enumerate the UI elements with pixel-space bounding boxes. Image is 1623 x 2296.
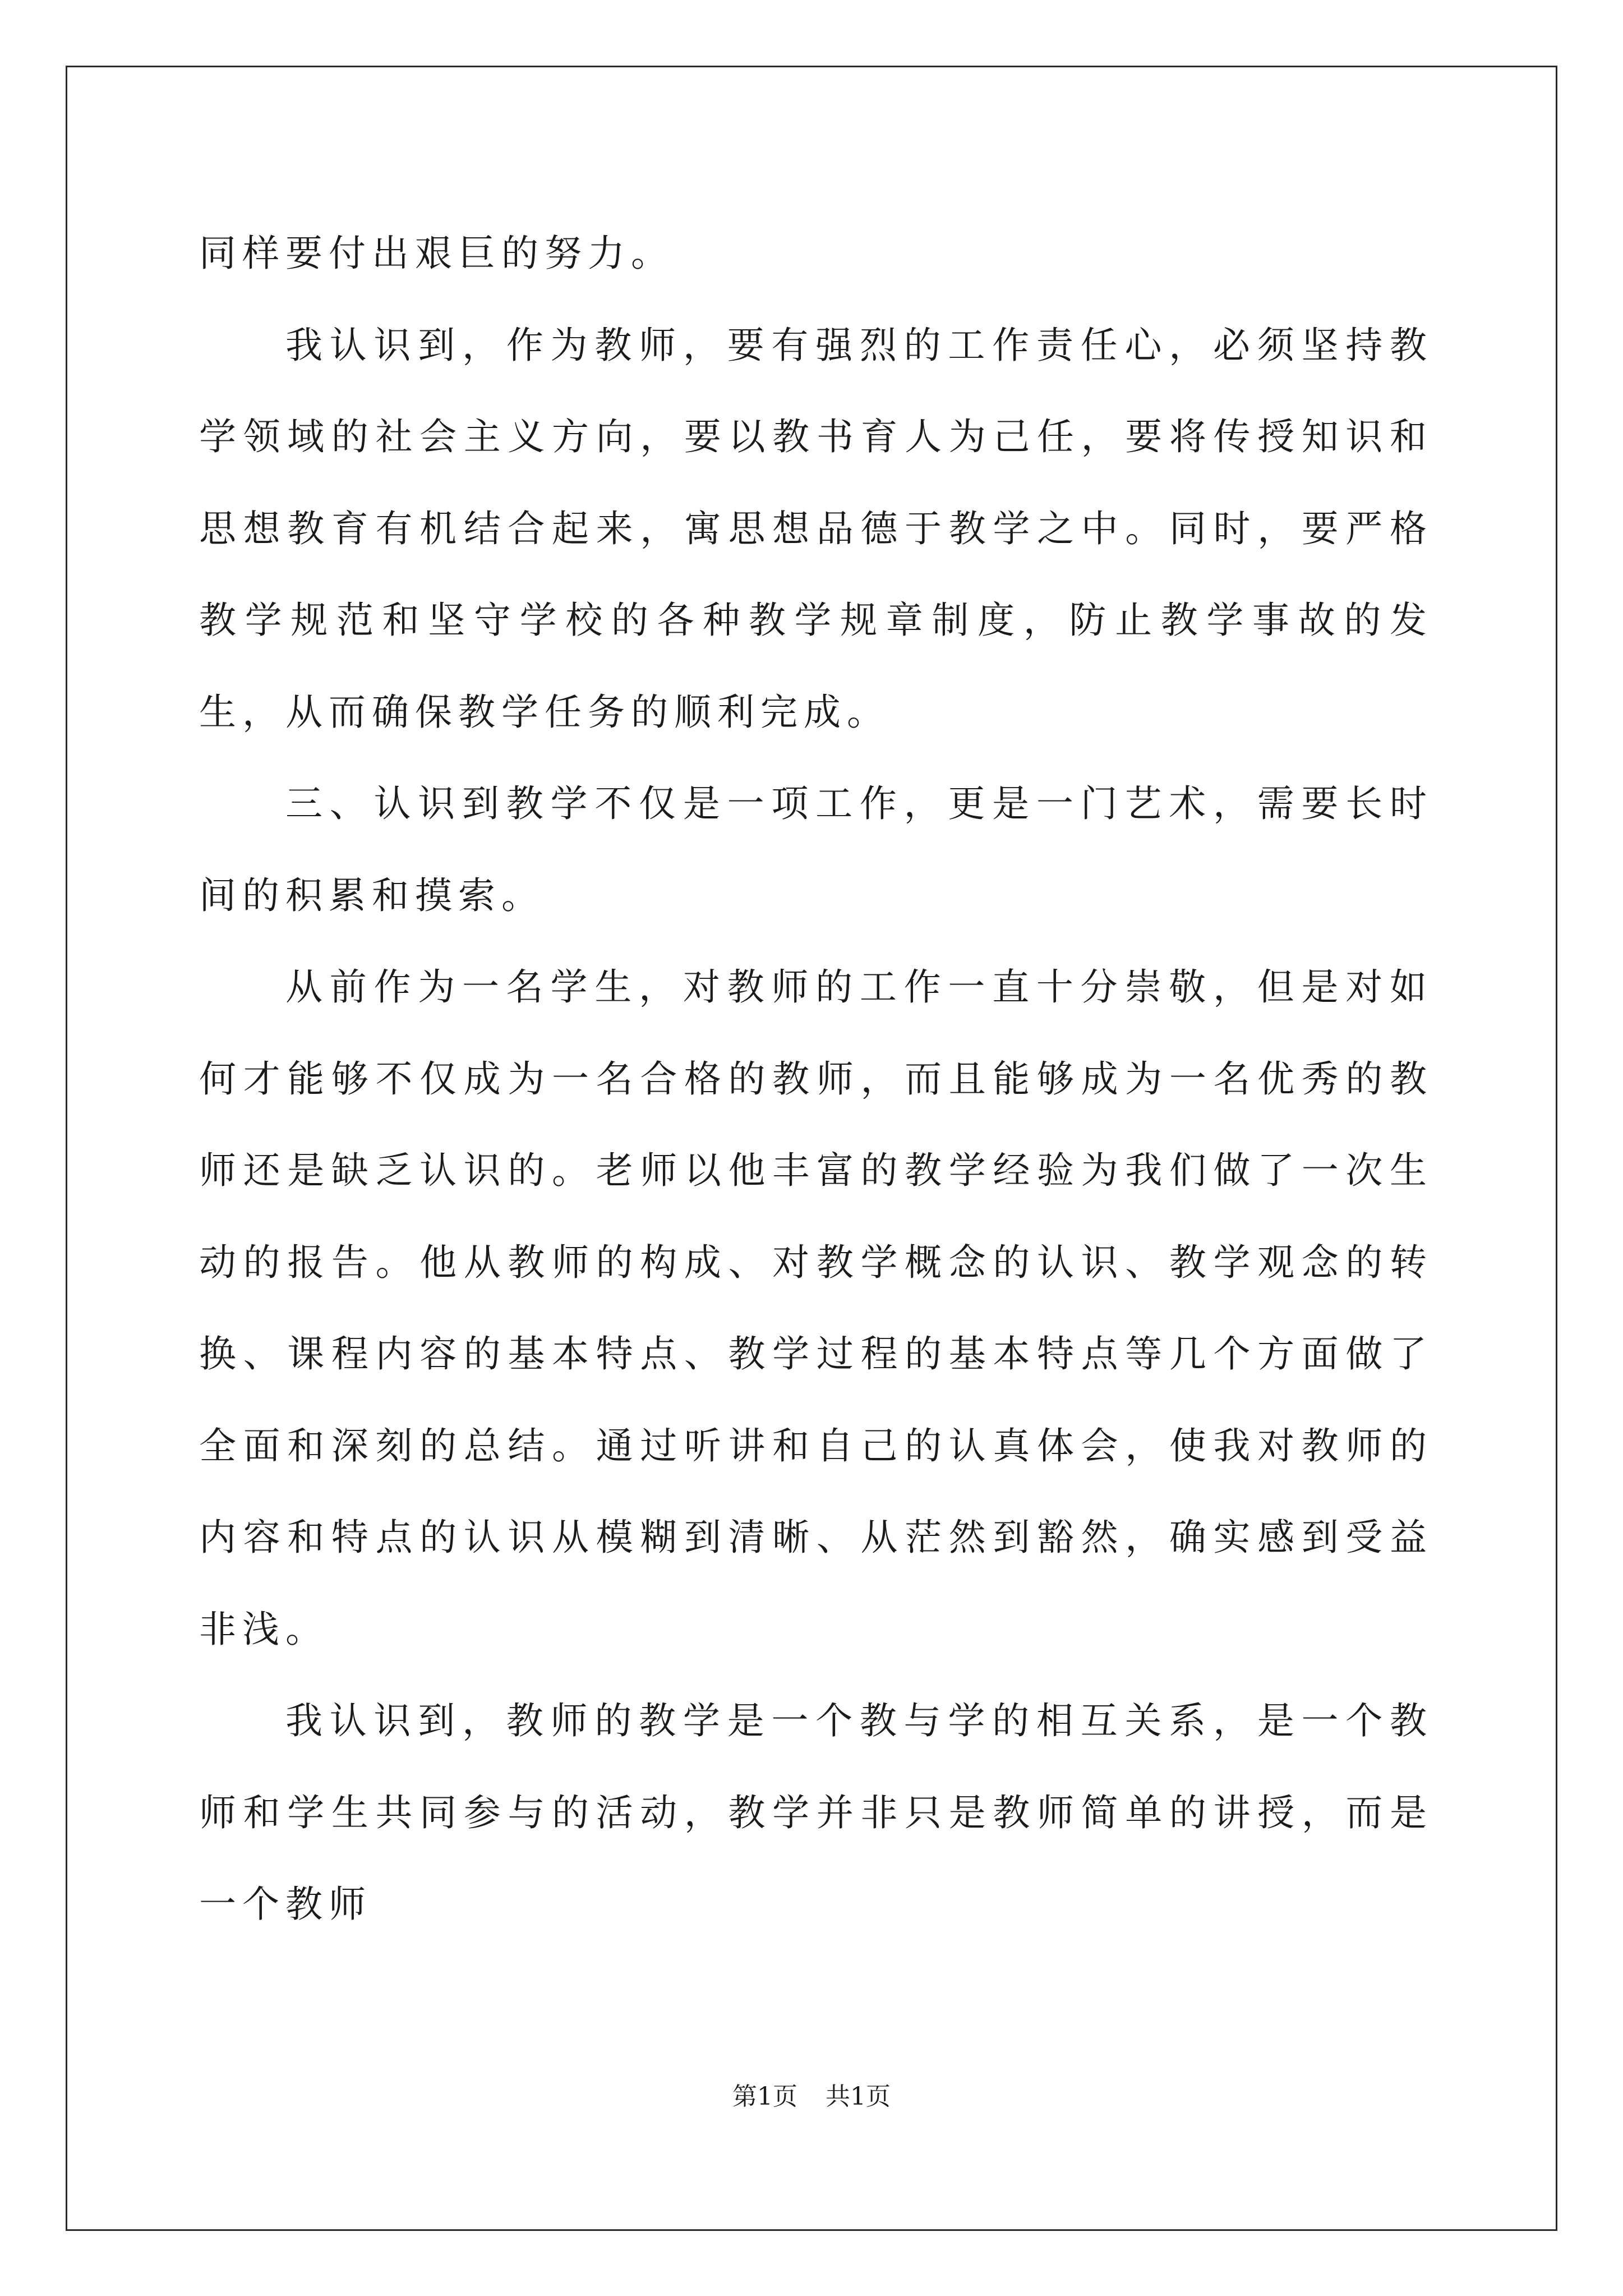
- paragraph-2: 我认识到，作为教师，要有强烈的工作责任心，必须坚持教学领域的社会主义方向，要以教书育人为己任，要将传授知识和思想教育有机结合起来，寓思想品德于教学之中。同时，要严格教学规范和坚守学校的各种教学规章制度，防止教学事故的发生，从而确保教学任务的顺利完成。: [199, 323, 1433, 734]
- paragraph-1: 同样要付出艰巨的努力。: [199, 232, 674, 275]
- page-number: 第1页: [732, 2082, 797, 2111]
- paragraph-4: 从前作为一名学生，对教师的工作一直十分崇敬，但是对如何才能够不仅成为一名合格的教师，而且能够成为一名优秀的教师还是缺乏认识的。老师以他丰富的教学经验为我们做了一次生动的报告。他从教师的构成、对教学概念的认识、教学观念的转换、课程内容的基本特点、教学过程的基本特点等几个方面做了全面和深刻的总结。通过听讲和自己的认真体会，使我对教师的内容和特点的认识从模糊到清晰、从茫然到豁然，确实感到受益非浅。: [199, 965, 1433, 1651]
- page-total: 共1页: [826, 2082, 891, 2111]
- paragraph-3: 三、认识到教学不仅是一项工作，更是一门艺术，需要长时间的积累和摸索。: [199, 782, 1433, 917]
- paragraph-5: 我认识到，教师的教学是一个教与学的相互关系，是一个教师和学生共同参与的活动，教学并非只是教师简单的讲授，而是一个教师: [199, 1699, 1433, 1926]
- page-footer: [0, 2080, 1623, 2114]
- document-body: [199, 208, 1433, 1950]
